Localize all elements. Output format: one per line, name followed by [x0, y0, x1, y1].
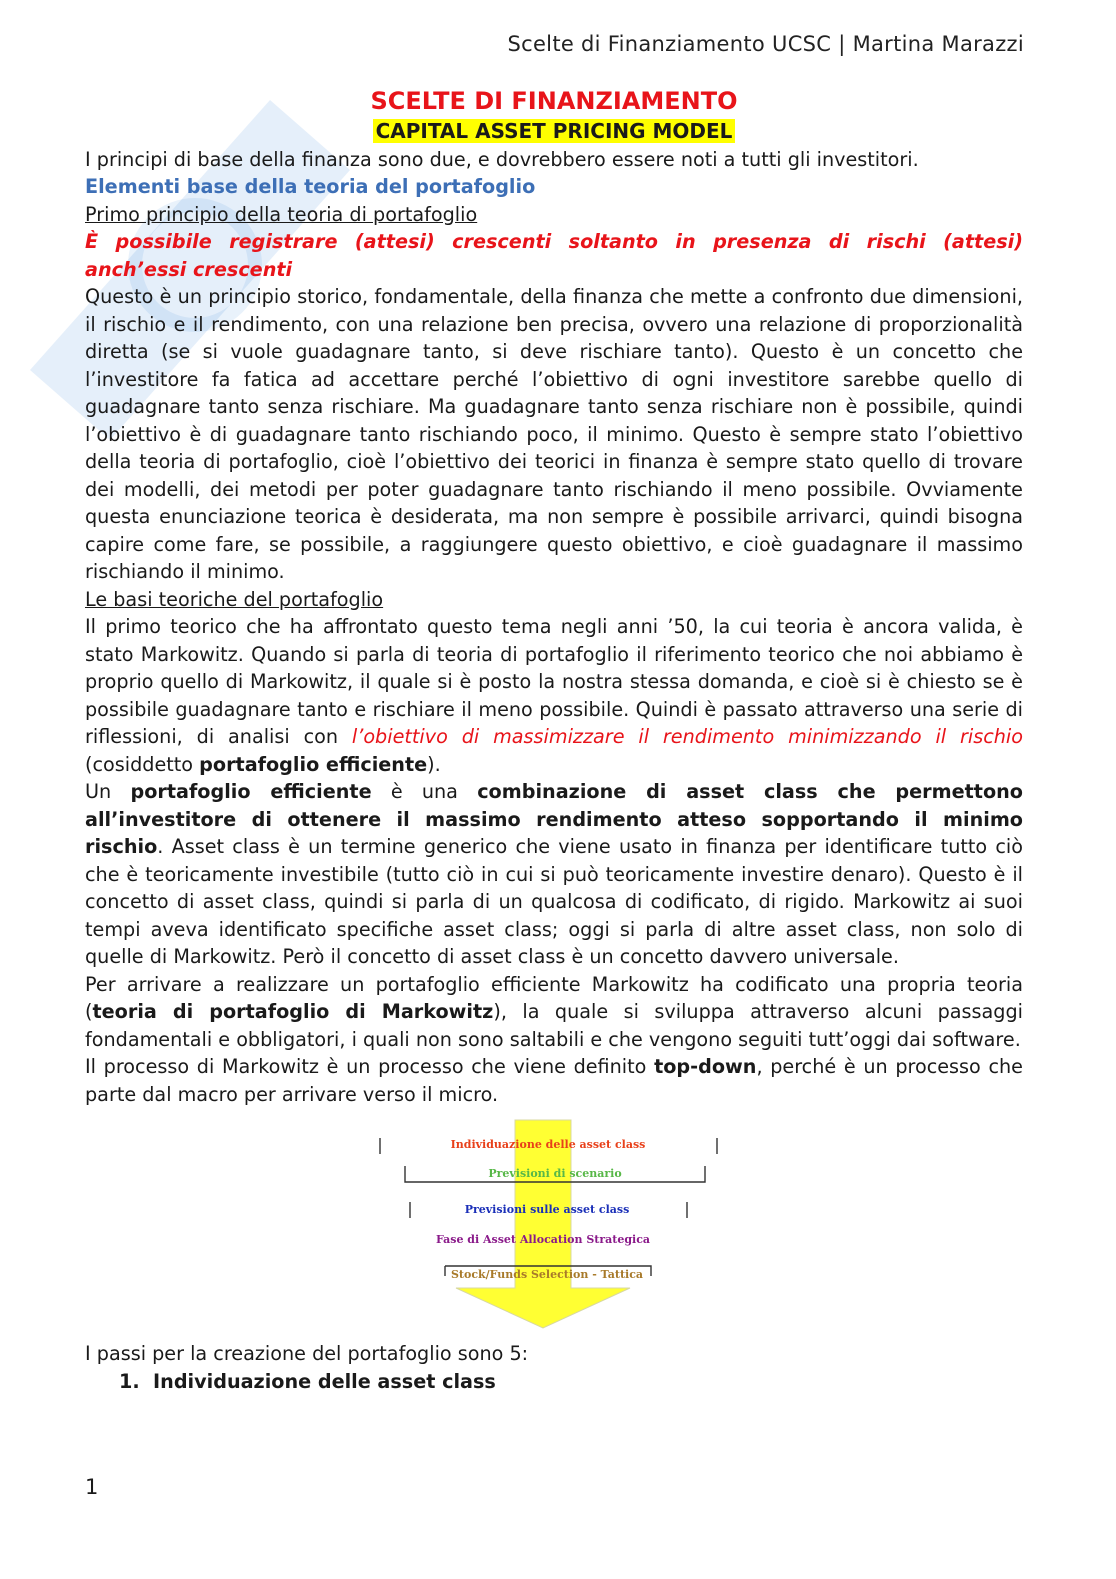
- diagram-step-individuazione: Individuazione delle asset class: [450, 1138, 646, 1151]
- page-number: 1: [85, 1475, 99, 1499]
- highlighted-subtitle: CAPITAL ASSET PRICING MODEL: [373, 119, 736, 143]
- document-body: [85, 86, 1023, 1395]
- first-principle-heading: Primo principio della teoria di portafoglio: [85, 202, 478, 226]
- theory-heading: Le basi teoriche del portafoglio: [85, 587, 384, 611]
- section-heading: Elementi base della teoria del portafoglio: [85, 175, 536, 198]
- diagram-step-asset-allocation: Fase di Asset Allocation Strategica: [435, 1233, 651, 1246]
- paragraph-2: Il primo teorico che ha affrontato questo tema negli anni ’50, la cui teoria è ancora valida, è stato Markowitz. Quando si parla di teoria di portafoglio il riferimento teorico che noi abbiamo è proprio quello di Markowitz, il quale si è posto la nostra stessa domanda, e cioè si è chiesto se è possibile guadagnare tanto e rischiare il meno possibile. Quindi è passato attraverso una serie di riflessioni, di analisi con l’obiettivo di massimizzare il rendimento minimizzando il rischio (cosiddetto portafoglio efficiente).: [85, 615, 1023, 776]
- list-item: 1. Individuazione delle asset class: [119, 1369, 496, 1393]
- diagram-step-previsioni-asset: Previsioni sulle asset class: [464, 1203, 630, 1216]
- document-subtitle: [85, 118, 1023, 146]
- steps-intro: I passi per la creazione del portafoglio sono 5:: [85, 1342, 529, 1365]
- top-down-diagram: [85, 1116, 1023, 1334]
- diagram-step-previsioni-scenario: Previsioni di scenario: [488, 1167, 622, 1180]
- document-title: SCELTE DI FINANZIAMENTO: [370, 87, 738, 115]
- paragraph-5: Il processo di Markowitz è un processo che viene definito top-down, perché è un processo che parte dal macro per arrivare verso il micro.: [85, 1055, 1023, 1106]
- principle-statement: È possibile registrare (attesi) crescenti soltanto in presenza di rischi (attesi) anch’essi crescenti: [85, 230, 1023, 281]
- down-arrow: [456, 1120, 630, 1328]
- intro-paragraph: I principi di base della finanza sono due, e dovrebbero essere noti a tutti gli investitori.: [85, 147, 919, 171]
- paragraph-3: Un portafoglio efficiente è una combinazione di asset class che permettono all’investitore di ottenere il massimo rendimento atteso sopportando il minimo rischio. Asset class è un termine generico che viene usato in finanza per identificare tutto ciò che è teoricamente investibile (tutto ciò in cui si può teoricamente investire denaro). Questo è il concetto di asset class, quindi si parla di un qualcosa di codificato, di rigido. Markowitz ai suoi tempi aveva identificato specifiche asset class; oggi si parla di altre asset class, non solo di quelle di Markowitz. Però il concetto di asset class è un concetto davvero universale.: [85, 780, 1023, 968]
- paragraph-1: Questo è un principio storico, fondamentale, della finanza che mette a confronto due dimensioni, il rischio e il rendimento, con una relazione ben precisa, ovvero una relazione di proporzionalità diretta (se si vuole guadagnare tanto, si deve rischiare tanto). Questo è un concetto che l’investitore fa fatica ad accettare perché l’obiettivo di ogni investitore sarebbe quello di guadagnare tanto senza rischiare. Ma guadagnare tanto senza rischiare non è possibile, quindi l’obiettivo è di guadagnare tanto rischiando poco, il minimo. Questo è sempre stato l’obiettivo della teoria di portafoglio, cioè l’obiettivo dei teorici in finanza è sempre stato quello di trovare dei modelli, dei metodi per poter guadagnare tanto rischiando il meno possibile. Ovviamente questa enunciazione teorica è desiderata, ma non sempre è possibile arrivarci, quindi bisogna capire come fare, se possibile, a raggiungere questo obiettivo, e cioè guadagnare il massimo rischiando il minimo.: [85, 285, 1023, 583]
- page-header: Scelte di Finanziamento UCSC | Martina Marazzi: [507, 32, 1024, 56]
- paragraph-4: Per arrivare a realizzare un portafoglio efficiente Markowitz ha codificato una propria teoria (teoria di portafoglio di Markowitz), la quale si sviluppa attraverso alcuni passaggi fondamentali e obbligatori, i quali non sono saltabili e che vengono seguiti tutt’oggi dai software.: [85, 972, 1023, 1051]
- diagram-step-stock-selection: Stock/Funds Selection - Tattica: [450, 1268, 644, 1281]
- top-down-arrow-diagram: [375, 1116, 735, 1334]
